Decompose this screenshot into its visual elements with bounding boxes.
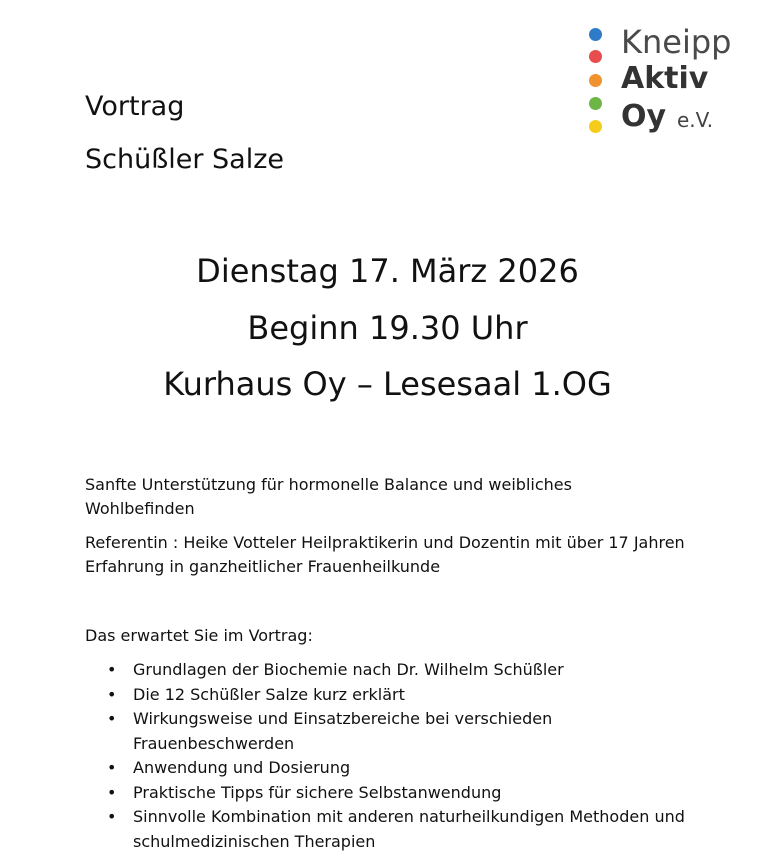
description-text: Sanfte Unterstützung für hormonelle Balance und weibliches Wohlbefinden <box>85 475 572 518</box>
speaker-text: Referentin : Heike Votteler Heilpraktikerin und Dozentin mit über 17 Jahren Erfahrung in ganzheitlicher Frauenheilkunde <box>85 533 685 576</box>
logo-ev-text: e.V. <box>677 108 714 132</box>
red-dot-icon <box>589 50 602 63</box>
orange-dot-icon <box>589 74 602 87</box>
heading-topic: Schüßler Salze <box>85 144 284 175</box>
logo-kneipp-text: Kneipp <box>621 23 732 61</box>
event-location: Kurhaus Oy – Lesesaal 1.OG <box>163 365 612 403</box>
agenda-item: • Grundlagen der Biochemie nach Dr. Wilhelm Schüßler <box>85 658 705 683</box>
agenda-item: • Sinnvolle Kombination mit anderen naturheilkundigen Methoden und schulmedizinischen Therapien <box>85 805 705 854</box>
logo-aktiv-text: Aktiv <box>621 61 709 96</box>
agenda-list <box>85 658 705 854</box>
agenda-item: • Praktische Tipps für sichere Selbstanwendung <box>85 781 705 806</box>
green-dot-icon <box>589 97 602 110</box>
logo-oy-text: Oy <box>621 99 667 134</box>
kneipp-logo <box>589 22 759 137</box>
agenda-intro: Das erwartet Sie im Vortrag: <box>85 626 313 645</box>
agenda-item: • Anwendung und Dosierung <box>85 756 705 781</box>
event-time: Beginn 19.30 Uhr <box>247 309 528 347</box>
agenda-item: • Wirkungsweise und Einsatzbereiche bei verschieden Frauenbeschwerden <box>85 707 705 756</box>
blue-dot-icon <box>589 28 602 41</box>
heading-vortrag: Vortrag <box>85 91 185 122</box>
agenda-item: • Die 12 Schüßler Salze kurz erklärt <box>85 683 705 708</box>
yellow-dot-icon <box>589 120 602 133</box>
event-date: Dienstag 17. März 2026 <box>196 252 579 290</box>
